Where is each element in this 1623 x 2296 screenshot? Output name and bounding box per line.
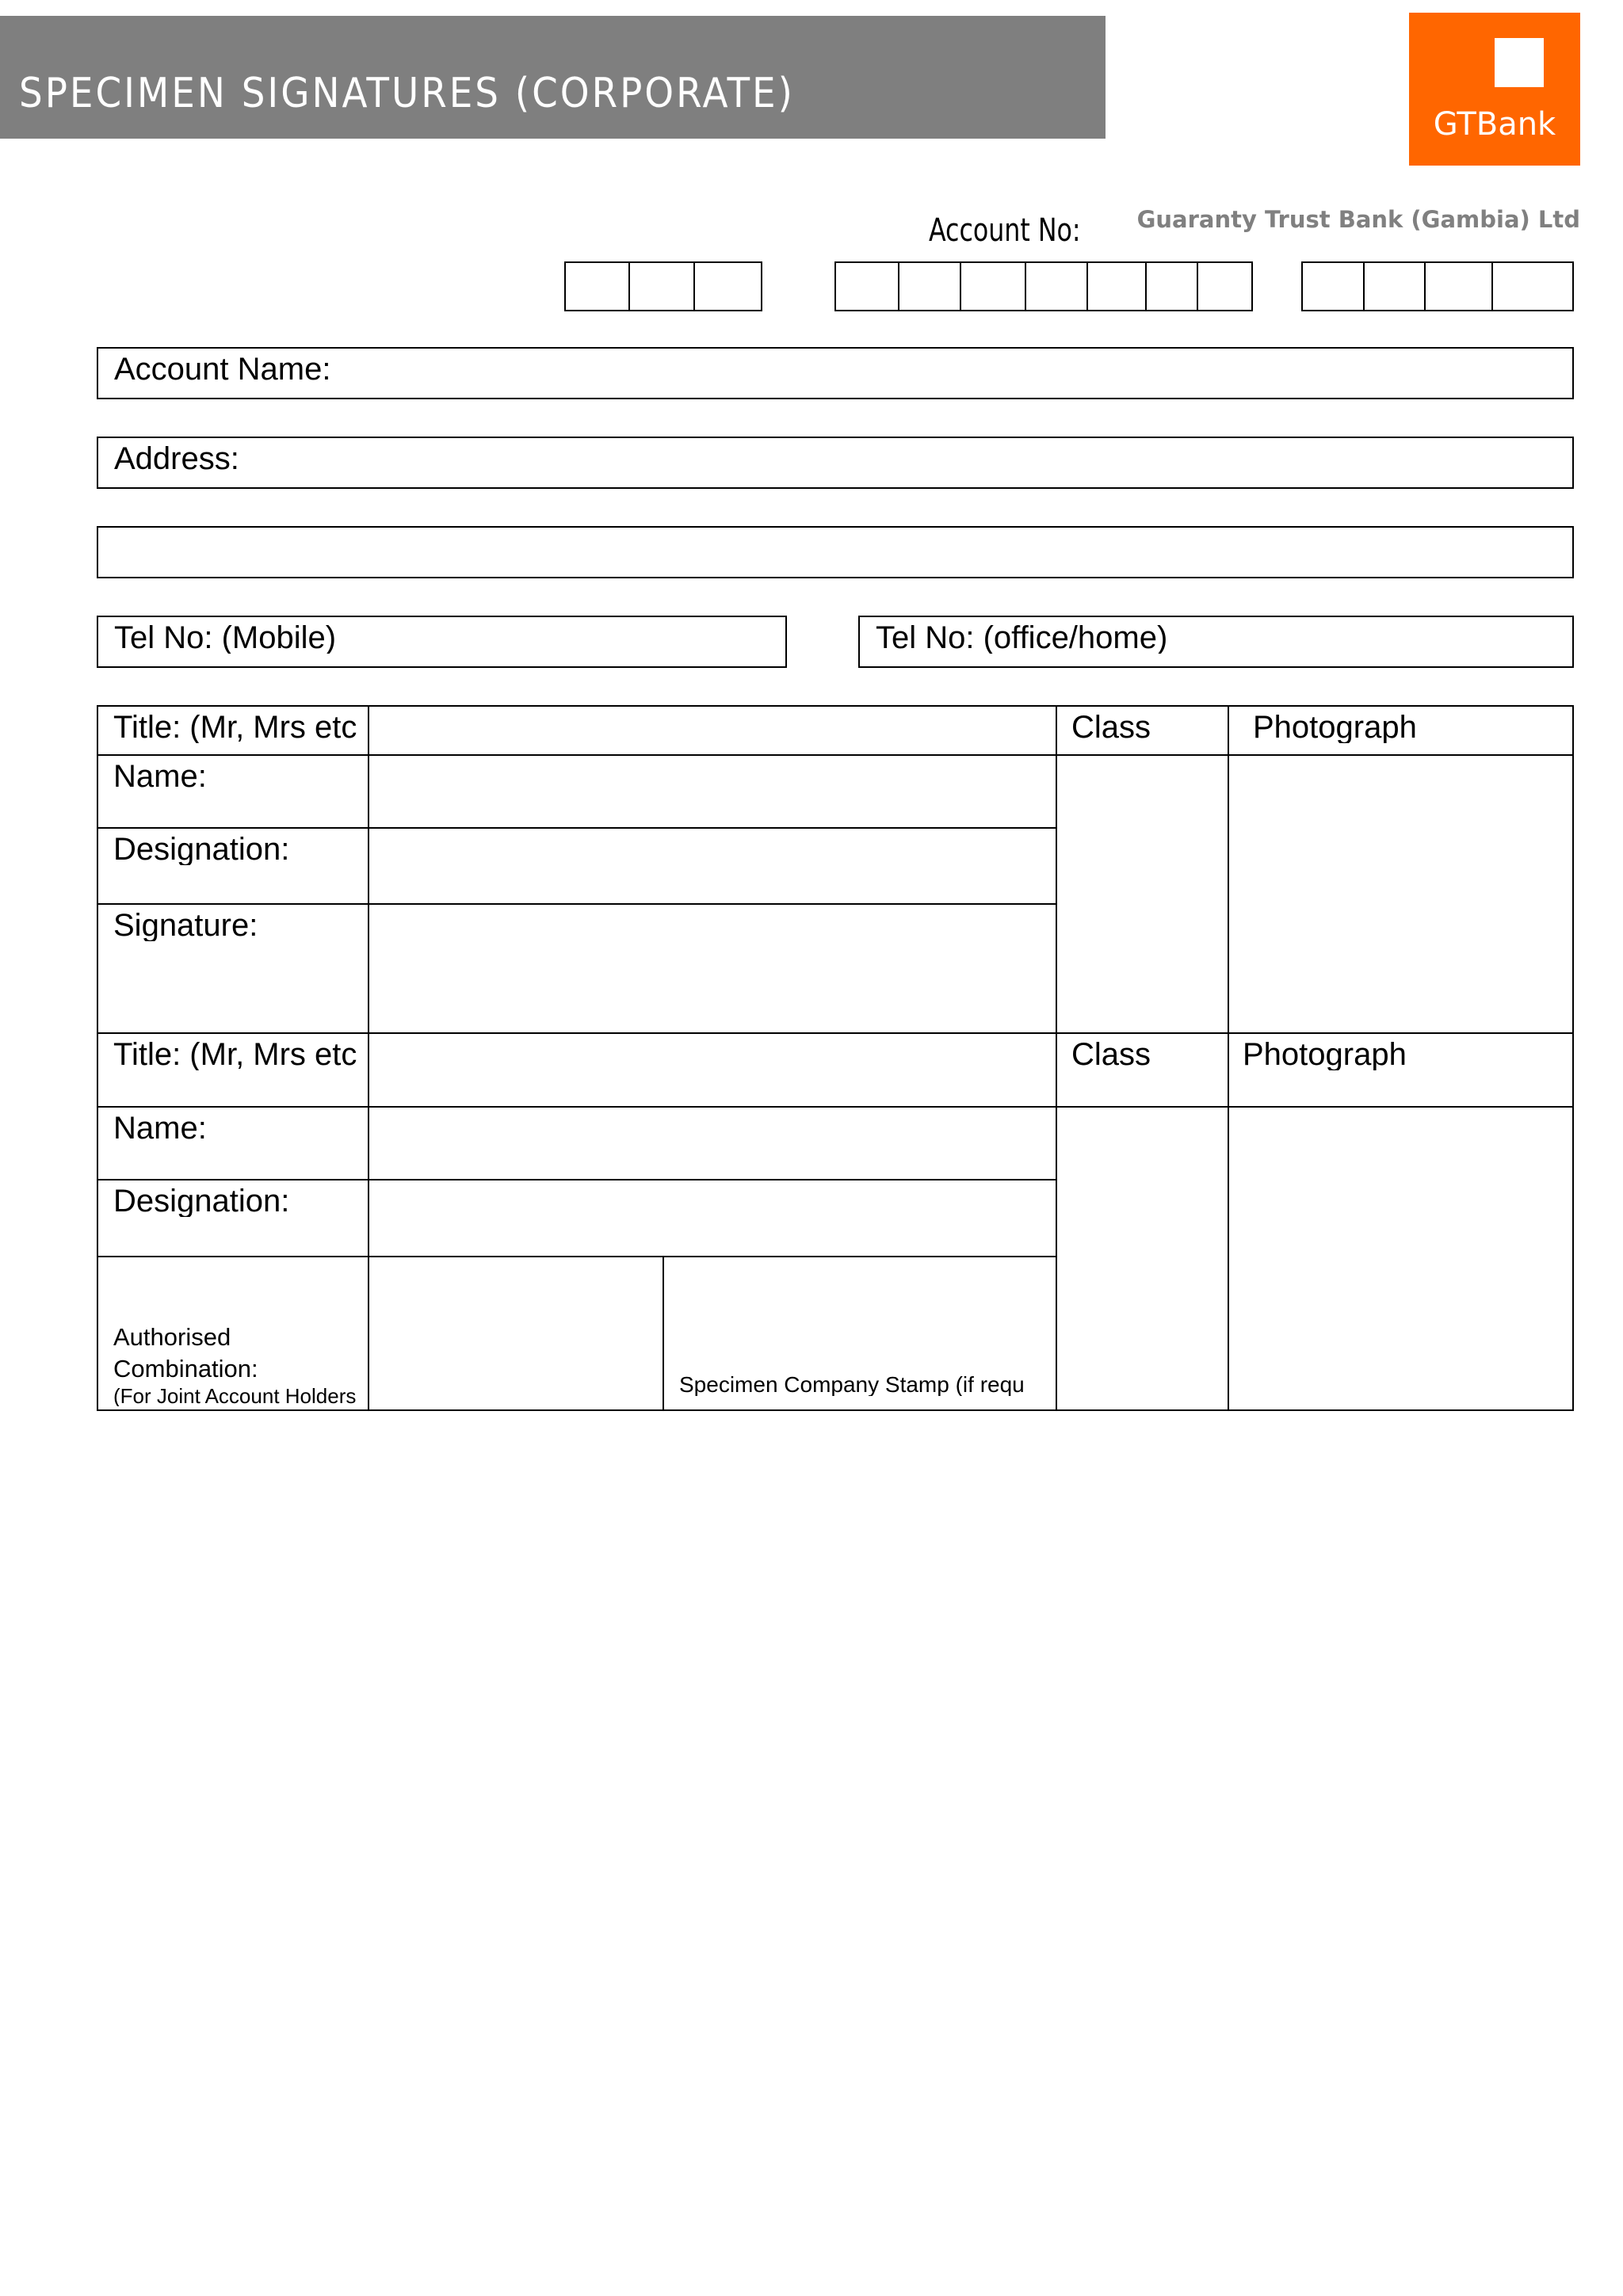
sig2-title-label: Title: (Mr, Mrs etc	[113, 1039, 357, 1070]
sig1-name-input[interactable]	[369, 756, 1054, 826]
sig2-photograph-area[interactable]	[1229, 1108, 1572, 1409]
account-digits-group-2	[834, 261, 1253, 311]
logo-text: GTBank	[1433, 106, 1556, 143]
sig1-photograph-label: Photograph	[1253, 711, 1417, 743]
sig1-title-label: Title: (Mr, Mrs etc	[113, 711, 357, 743]
sig2-designation-label: Designation:	[113, 1185, 290, 1217]
sig2-class-label: Class	[1071, 1039, 1151, 1070]
account-no-label: Account No:	[929, 212, 1081, 249]
sig1-designation-input[interactable]	[369, 829, 1054, 902]
account-digit-box[interactable]	[1026, 263, 1088, 310]
bank-name: Guaranty Trust Bank (Gambia) Ltd	[1136, 206, 1580, 233]
authorised-label: Authorised	[113, 1325, 231, 1349]
authorised-combination-input[interactable]	[369, 1257, 661, 1409]
sig1-class-input[interactable]	[1057, 756, 1226, 1031]
sig2-name-input[interactable]	[369, 1108, 1054, 1177]
account-name-field[interactable]	[97, 347, 1574, 399]
account-digit-box[interactable]	[630, 263, 695, 310]
account-name-label: Account Name:	[114, 353, 331, 385]
combination-label: Combination:	[113, 1356, 258, 1381]
account-digit-box[interactable]	[1365, 263, 1426, 310]
tel-mobile-field[interactable]	[97, 616, 787, 668]
address-field-line-1[interactable]	[97, 437, 1574, 489]
form-title: SPECIMEN SIGNATURES (CORPORATE)	[19, 70, 795, 117]
account-digit-box[interactable]	[1088, 263, 1147, 310]
sig2-title-input[interactable]	[369, 1034, 1054, 1104]
account-digit-box[interactable]	[695, 263, 761, 310]
account-digits-group-1	[564, 261, 762, 311]
account-digit-box[interactable]	[1198, 263, 1251, 310]
sig1-name-label: Name:	[113, 761, 207, 792]
gtbank-logo	[1409, 13, 1580, 166]
sig1-title-input[interactable]	[369, 707, 1054, 753]
tel-office-label: Tel No: (office/home)	[876, 622, 1168, 654]
sig1-signature-label: Signature:	[113, 910, 258, 941]
company-stamp-label: Specimen Company Stamp (if requ	[679, 1374, 1025, 1396]
sig2-name-label: Name:	[113, 1112, 207, 1144]
tel-office-field[interactable]	[858, 616, 1574, 668]
address-field-line-2[interactable]	[97, 526, 1574, 578]
joint-account-note: (For Joint Account Holders	[113, 1386, 357, 1406]
account-digit-box[interactable]	[1303, 263, 1365, 310]
sig2-class-input[interactable]	[1057, 1108, 1226, 1409]
account-digit-box[interactable]	[1426, 263, 1493, 310]
sig2-photograph-label: Photograph	[1243, 1039, 1407, 1070]
logo-square-icon	[1495, 38, 1544, 87]
account-digit-box[interactable]	[1147, 263, 1198, 310]
account-digit-box[interactable]	[899, 263, 961, 310]
company-stamp-area[interactable]	[664, 1257, 1054, 1368]
sig1-photograph-area[interactable]	[1229, 756, 1572, 1031]
account-digit-box[interactable]	[836, 263, 899, 310]
sig1-class-label: Class	[1071, 711, 1151, 743]
address-label: Address:	[114, 443, 239, 475]
account-digit-box[interactable]	[566, 263, 630, 310]
sig2-designation-input[interactable]	[369, 1180, 1054, 1254]
sig1-signature-input[interactable]	[369, 905, 1054, 1031]
sig1-designation-label: Designation:	[113, 833, 290, 865]
account-digit-box[interactable]	[961, 263, 1026, 310]
tel-mobile-label: Tel No: (Mobile)	[114, 622, 337, 654]
account-digits-group-3	[1301, 261, 1574, 311]
account-digit-box[interactable]	[1493, 263, 1572, 310]
